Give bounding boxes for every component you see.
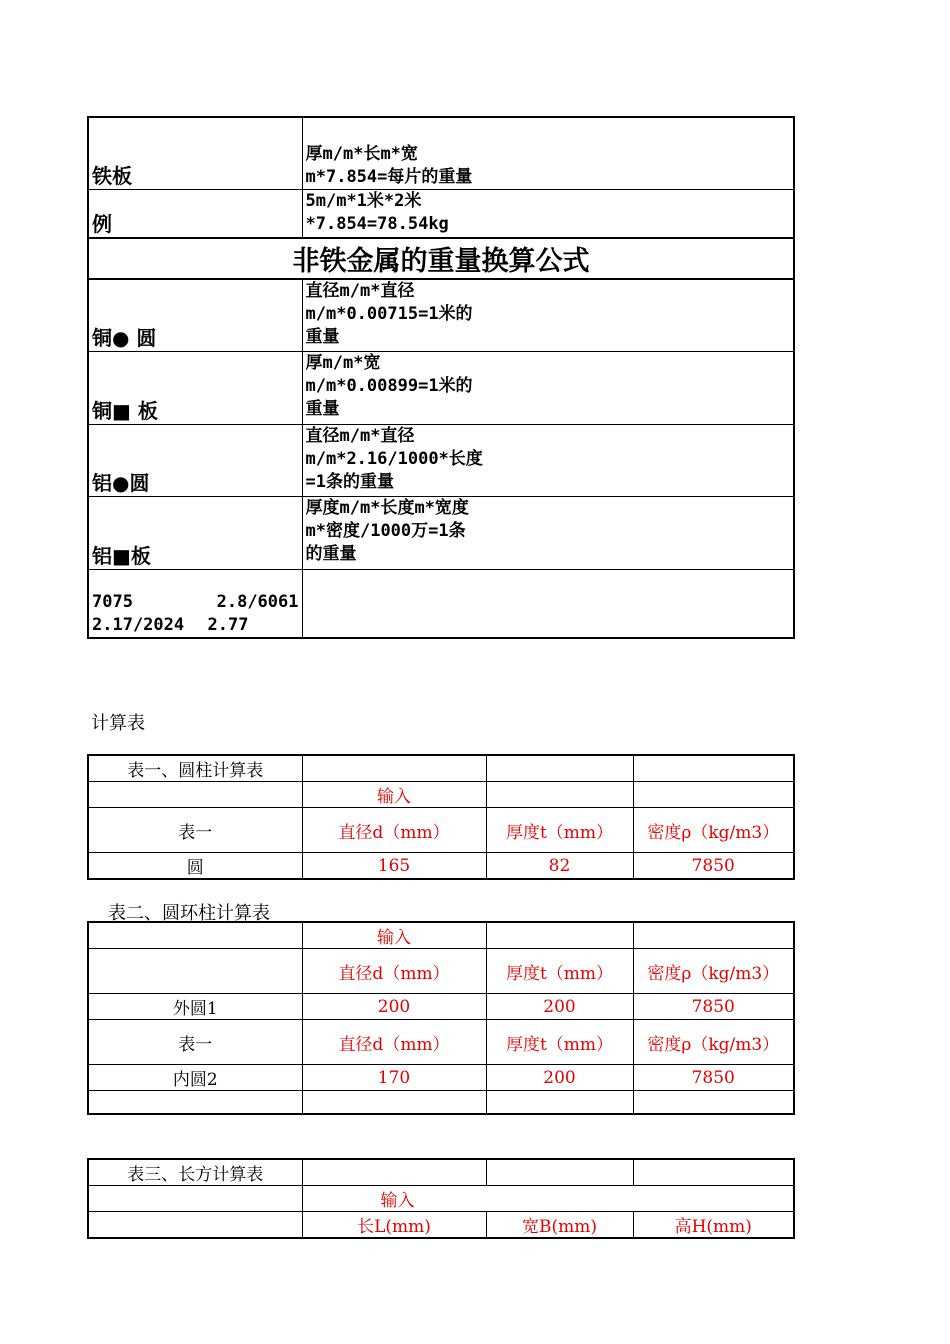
table2-outer-label: 外圆1 (88, 994, 302, 1020)
formula-title: 非铁金属的重量换算公式 (88, 238, 794, 279)
empty-cell (486, 922, 633, 949)
table2-inner-label: 内圆2 (88, 1065, 302, 1091)
density-note: 7075 2.8/6061 2.17/2024 2.77 (88, 569, 302, 638)
empty-cell (88, 1091, 302, 1115)
empty-cell (88, 782, 302, 808)
empty-cell (633, 782, 794, 808)
iron-plate-label: 铁板 (88, 117, 302, 189)
copper-round-label: 铜● 圆 (88, 279, 302, 351)
table1-cylinder (87, 754, 795, 880)
table1-diameter-input[interactable]: 165 (302, 853, 486, 880)
table3-header-height: 高H(mm) (633, 1212, 794, 1239)
table2-inner-density-input[interactable]: 7850 (633, 1065, 794, 1091)
empty-cell (302, 1091, 486, 1115)
empty-cell (88, 922, 302, 949)
table2-header-thickness: 厚度t（mm） (486, 949, 633, 994)
table2-header2-density: 密度ρ（kg/m3） (633, 1020, 794, 1065)
aluminum-round-label: 铝●圆 (88, 424, 302, 496)
table1-row-label: 表一 (88, 808, 302, 853)
empty-cell (302, 569, 794, 638)
table1-shape-label: 圆 (88, 853, 302, 880)
table2-header2-diameter: 直径d（mm） (302, 1020, 486, 1065)
empty-cell (633, 1159, 794, 1186)
table2-row-label: 表一 (88, 1020, 302, 1065)
table2-header-diameter: 直径d（mm） (302, 949, 486, 994)
table3-header-width: 宽B(mm) (486, 1212, 633, 1239)
copper-plate-formula: 厚m/m*宽 m/m*0.00899=1米的 重量 (302, 351, 794, 424)
empty-cell (486, 1091, 633, 1115)
aluminum-round-formula: 直径m/m*直径 m/m*2.16/1000*长度 =1条的重量 (302, 424, 794, 496)
example-label: 例 (88, 189, 302, 238)
empty-cell (486, 1159, 633, 1186)
empty-cell (486, 755, 633, 782)
table2-outer-diameter-input[interactable]: 200 (302, 994, 486, 1020)
copper-round-formula: 直径m/m*直径 m/m*0.00715=1米的 重量 (302, 279, 794, 351)
empty-cell (302, 1159, 486, 1186)
empty-cell (633, 1091, 794, 1115)
table1-header-diameter: 直径d（mm） (302, 808, 486, 853)
table1-header-thickness: 厚度t（mm） (486, 808, 633, 853)
table2-inner-diameter-input[interactable]: 170 (302, 1065, 486, 1091)
table3-input-row (302, 1186, 794, 1212)
table3-input-label: 输入 (380, 1191, 415, 1211)
table1-input-label: 输入 (302, 782, 486, 808)
table1-header-density: 密度ρ（kg/m3） (633, 808, 794, 853)
formula-table (87, 116, 795, 639)
aluminum-plate-formula: 厚度m/m*长度m*宽度 m*密度/1000万=1条 的重量 (302, 496, 794, 569)
table1-density-input[interactable]: 7850 (633, 853, 794, 880)
table3-header-length: 长L(mm) (302, 1212, 486, 1239)
table3-title: 表三、长方计算表 (88, 1159, 302, 1186)
empty-cell (486, 782, 633, 808)
example-formula: 5m/m*1米*2米 *7.854=78.54kg (302, 189, 794, 238)
empty-cell (302, 755, 486, 782)
table1-title: 表一、圆柱计算表 (88, 755, 302, 782)
table2-input-label: 输入 (302, 922, 486, 949)
empty-cell (633, 755, 794, 782)
table2-outer-thickness-input[interactable]: 200 (486, 994, 633, 1020)
calc-title: 计算表 (91, 713, 145, 734)
table2-header-density: 密度ρ（kg/m3） (633, 949, 794, 994)
table2-inner-thickness-input[interactable]: 200 (486, 1065, 633, 1091)
empty-cell (88, 1186, 302, 1212)
table2-ring-cylinder (87, 921, 795, 1115)
aluminum-plate-label: 铝■板 (88, 496, 302, 569)
table2-outer-density-input[interactable]: 7850 (633, 994, 794, 1020)
iron-plate-formula: 厚m/m*长m*宽 m*7.854=每片的重量 (302, 117, 794, 189)
table2-title: 表二、圆环柱计算表 (108, 903, 270, 924)
table2-header2-thickness: 厚度t（mm） (486, 1020, 633, 1065)
copper-plate-label: 铜■ 板 (88, 351, 302, 424)
empty-cell (88, 949, 302, 994)
table1-thickness-input[interactable]: 82 (486, 853, 633, 880)
table3-rectangular (87, 1158, 795, 1239)
empty-cell (88, 1212, 302, 1239)
empty-cell (633, 922, 794, 949)
